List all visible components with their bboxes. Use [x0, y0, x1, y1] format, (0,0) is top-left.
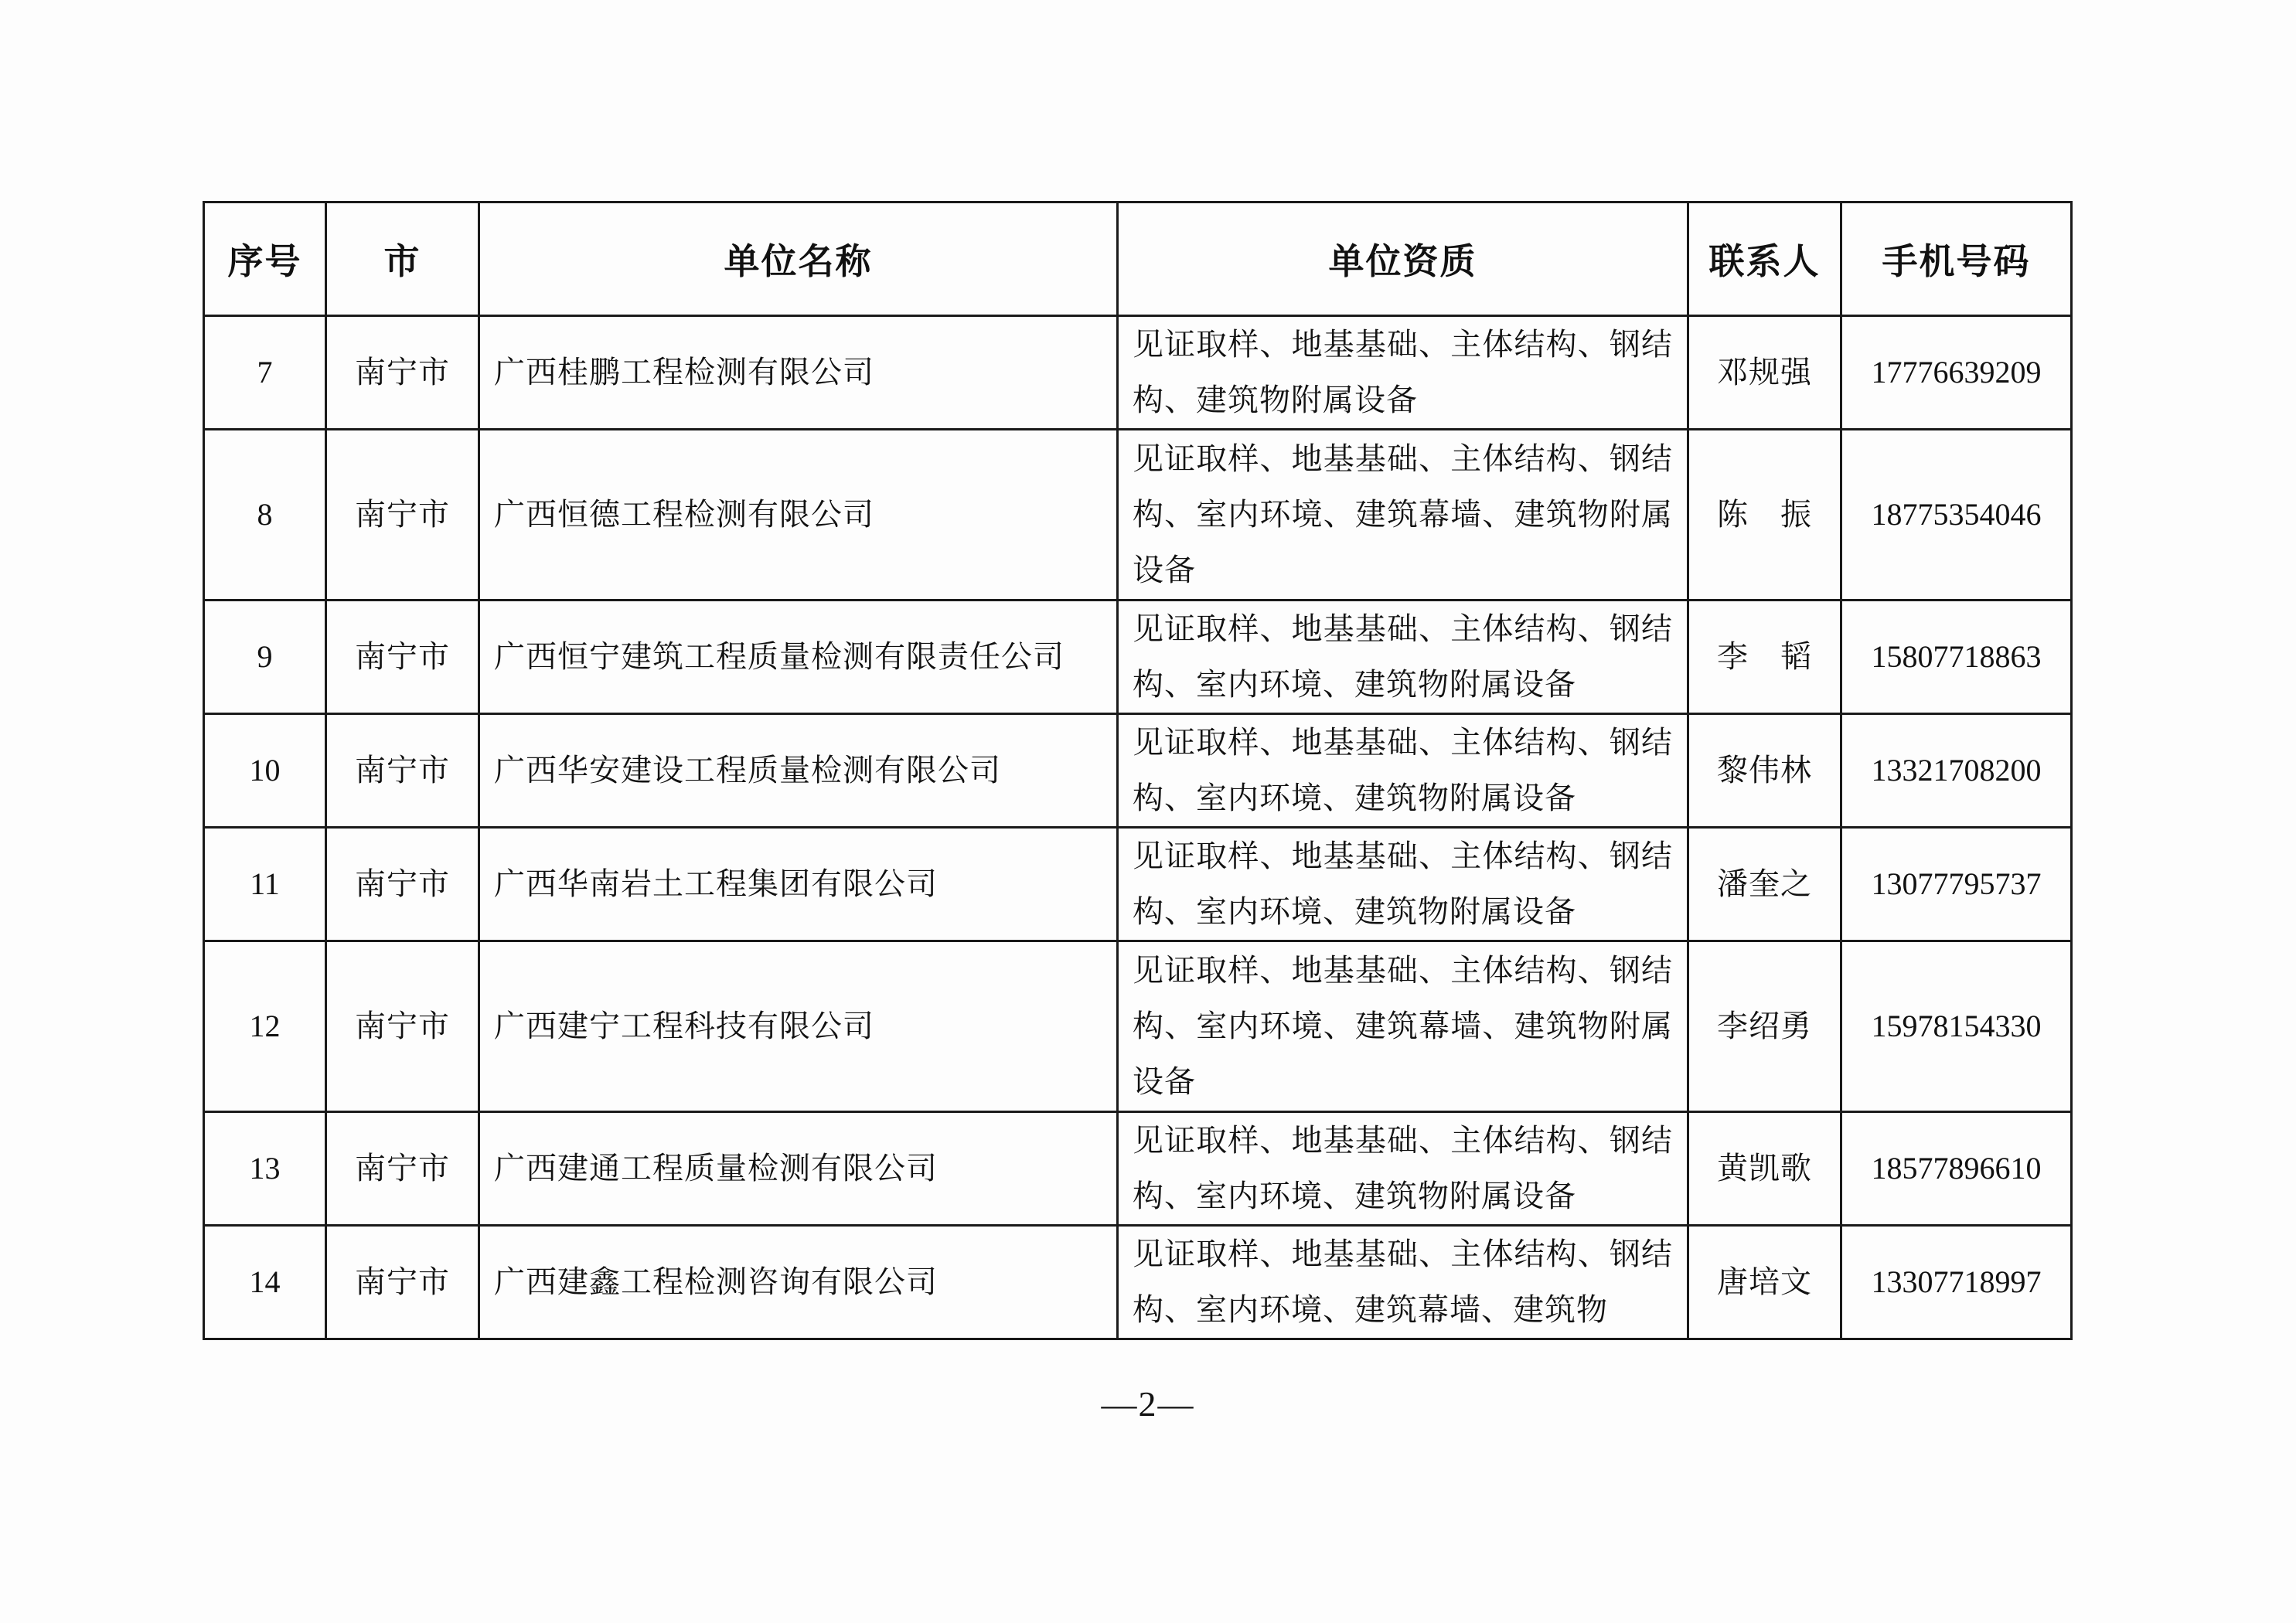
row-name: 广西华南岩土工程集团有限公司 — [479, 828, 1118, 941]
header-num: 序号 — [204, 202, 326, 316]
header-city: 市 — [326, 202, 479, 316]
row-contact: 李绍勇 — [1688, 941, 1841, 1112]
row-name: 广西恒德工程检测有限公司 — [479, 430, 1118, 601]
row-city: 南宁市 — [326, 714, 479, 828]
header-contact: 联系人 — [1688, 202, 1841, 316]
row-qualification: 见证取样、地基基础、主体结构、钢结构、室内环境、建筑幕墙、建筑物 — [1118, 1226, 1688, 1339]
row-num: 12 — [204, 941, 326, 1112]
table-header-row — [204, 202, 2072, 316]
row-num: 10 — [204, 714, 326, 828]
row-name: 广西建宁工程科技有限公司 — [479, 941, 1118, 1112]
table-row — [204, 430, 2072, 601]
row-name: 广西恒宁建筑工程质量检测有限责任公司 — [479, 601, 1118, 714]
row-qualification: 见证取样、地基基础、主体结构、钢结构、室内环境、建筑幕墙、建筑物附属设备 — [1118, 430, 1688, 601]
row-city: 南宁市 — [326, 601, 479, 714]
table-row — [204, 941, 2072, 1112]
table-row — [204, 714, 2072, 828]
registry-table — [203, 201, 2073, 1340]
row-phone: 13077795737 — [1841, 828, 2072, 941]
row-phone: 17776639209 — [1841, 316, 2072, 430]
row-city: 南宁市 — [326, 316, 479, 430]
row-contact: 李 韬 — [1688, 601, 1841, 714]
row-qualification: 见证取样、地基基础、主体结构、钢结构、室内环境、建筑物附属设备 — [1118, 601, 1688, 714]
row-phone: 15978154330 — [1841, 941, 2072, 1112]
row-city: 南宁市 — [326, 941, 479, 1112]
row-name: 广西建鑫工程检测咨询有限公司 — [479, 1226, 1118, 1339]
table-row — [204, 316, 2072, 430]
row-qualification: 见证取样、地基基础、主体结构、钢结构、室内环境、建筑物附属设备 — [1118, 828, 1688, 941]
row-num: 9 — [204, 601, 326, 714]
page-number: —2— — [1101, 1384, 1195, 1424]
table-row — [204, 1112, 2072, 1226]
row-contact: 唐培文 — [1688, 1226, 1841, 1339]
table-row — [204, 1226, 2072, 1339]
row-num: 11 — [204, 828, 326, 941]
row-phone: 13307718997 — [1841, 1226, 2072, 1339]
row-name: 广西华安建设工程质量检测有限公司 — [479, 714, 1118, 828]
row-city: 南宁市 — [326, 828, 479, 941]
row-city: 南宁市 — [326, 1112, 479, 1226]
row-qualification: 见证取样、地基基础、主体结构、钢结构、室内环境、建筑物附属设备 — [1118, 1112, 1688, 1226]
table-row — [204, 828, 2072, 941]
row-name: 广西桂鹏工程检测有限公司 — [479, 316, 1118, 430]
row-contact: 陈 振 — [1688, 430, 1841, 601]
row-contact: 黎伟林 — [1688, 714, 1841, 828]
row-qualification: 见证取样、地基基础、主体结构、钢结构、室内环境、建筑幕墙、建筑物附属设备 — [1118, 941, 1688, 1112]
row-contact: 黄凯歌 — [1688, 1112, 1841, 1226]
row-num: 13 — [204, 1112, 326, 1226]
row-num: 7 — [204, 316, 326, 430]
row-contact: 邓规强 — [1688, 316, 1841, 430]
row-qualification: 见证取样、地基基础、主体结构、钢结构、室内环境、建筑物附属设备 — [1118, 714, 1688, 828]
row-city: 南宁市 — [326, 430, 479, 601]
row-phone: 13321708200 — [1841, 714, 2072, 828]
header-qualification: 单位资质 — [1118, 202, 1688, 316]
table-row — [204, 601, 2072, 714]
row-phone: 15807718863 — [1841, 601, 2072, 714]
row-city: 南宁市 — [326, 1226, 479, 1339]
row-num: 8 — [204, 430, 326, 601]
header-name: 单位名称 — [479, 202, 1118, 316]
row-contact: 潘奎之 — [1688, 828, 1841, 941]
header-phone: 手机号码 — [1841, 202, 2072, 316]
row-name: 广西建通工程质量检测有限公司 — [479, 1112, 1118, 1226]
row-num: 14 — [204, 1226, 326, 1339]
row-phone: 18577896610 — [1841, 1112, 2072, 1226]
row-qualification: 见证取样、地基基础、主体结构、钢结构、建筑物附属设备 — [1118, 316, 1688, 430]
row-phone: 18775354046 — [1841, 430, 2072, 601]
